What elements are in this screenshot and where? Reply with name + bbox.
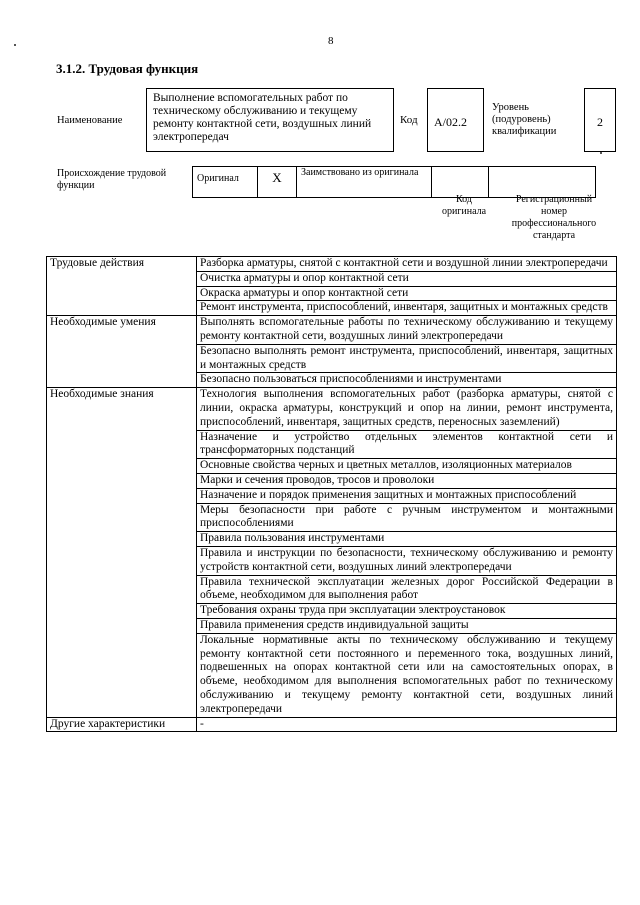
requirement-item: Технология выполнения вспомогательных работ (разборка арматуры, снятой с линии, окраска арматуры, конструкций и опор на линии, ремонт инструмента, приспособлений, инвентаря, защитных средств, переносных заземлений) [197, 388, 617, 430]
reg-number-caption: Регистрационный номер профессионального стандарта [511, 194, 597, 241]
requirement-item: Безопасно пользоваться приспособлениями и инструментами [197, 373, 617, 388]
section-label: Необходимые знания [47, 388, 197, 717]
origin-label: Происхождение трудовой функции [57, 168, 167, 191]
requirement-item: Марки и сечения проводов, тросов и проволоки [197, 473, 617, 488]
requirement-item: Назначение и устройство отдельных элементов контактной сети и трансформаторных подстанций [197, 430, 617, 459]
original-mark: X [258, 167, 297, 198]
requirement-item: Назначение и порядок применения защитных и монтажных приспособлений [197, 488, 617, 503]
code-label: Код [400, 114, 418, 126]
name-label: Наименование [57, 115, 123, 126]
original-code-cell [432, 167, 489, 198]
scan-speck [600, 152, 602, 154]
level-label: Уровень (подуровень) квалификации [492, 102, 557, 137]
requirement-item: Окраска арматуры и опор контактной сети [197, 286, 617, 301]
table-row [47, 388, 617, 430]
qualification-level: 2 [584, 88, 616, 152]
requirement-item: Правила пользования инструментами [197, 532, 617, 547]
function-code: А/02.2 [427, 88, 484, 152]
requirement-item: Правила технической эксплуатации железных дорог Российской Федерации в объеме, необходимом для выполнения работ [197, 575, 617, 604]
reg-number-cell [489, 167, 596, 198]
table-row [47, 316, 617, 345]
requirement-item: Основные свойства черных и цветных металлов, изоляционных материалов [197, 459, 617, 474]
requirement-item: Требования охраны труда при эксплуатации электроустановок [197, 604, 617, 619]
section-label: Другие характеристики [47, 717, 197, 732]
borrowed-label: Заимствовано из оригинала [297, 167, 432, 198]
requirement-item: Локальные нормативные акты по техническому обслуживанию и текущему ремонту контактной сети постоянного и переменного тока, воздушных линий, подвешенных на опорах контактной сети или на самостоятельных опорах, в объеме, необходимом для выполнения вспомогательных работ по техническому обслуживанию и текущему ремонту контактной сети, воздушных линий электропередачи [197, 633, 617, 717]
requirement-item: Выполнять вспомогательные работы по техническому обслуживанию и текущему ремонту контактной сети, воздушных линий электропередачи [197, 316, 617, 345]
requirement-item: - [197, 717, 617, 732]
scan-speck [14, 44, 16, 46]
page-number: 8 [328, 35, 334, 47]
section-title: 3.1.2. Трудовая функция [56, 61, 199, 76]
section-label: Необходимые умения [47, 316, 197, 388]
requirement-item: Безопасно выполнять ремонт инструмента, приспособлений, инвентаря, защитных и монтажных средств [197, 344, 617, 373]
function-name: Выполнение вспомогательных работ по техническому обслуживанию и текущему ремонту контактной сети, воздушных линий электропередач [146, 88, 394, 152]
section-label: Трудовые действия [47, 257, 197, 316]
requirement-item: Правила и инструкции по безопасности, техническому обслуживанию и ремонту устройств контактной сети, воздушных линий электропередачи [197, 546, 617, 575]
requirements-table [46, 256, 617, 732]
requirement-item: Меры безопасности при работе с ручным инструментом и монтажными приспособлениями [197, 503, 617, 532]
table-row [47, 717, 617, 732]
requirement-item: Правила применения средств индивидуальной защиты [197, 618, 617, 633]
requirement-item: Ремонт инструмента, приспособлений, инвентаря, защитных и монтажных средств [197, 301, 617, 316]
original-code-caption: Код оригинала [441, 194, 487, 217]
requirement-item: Разборка арматуры, снятой с контактной сети и воздушной линии электропередачи [197, 257, 617, 272]
table-row [47, 257, 617, 272]
original-label: Оригинал [193, 167, 258, 198]
requirement-item: Очистка арматуры и опор контактной сети [197, 271, 617, 286]
